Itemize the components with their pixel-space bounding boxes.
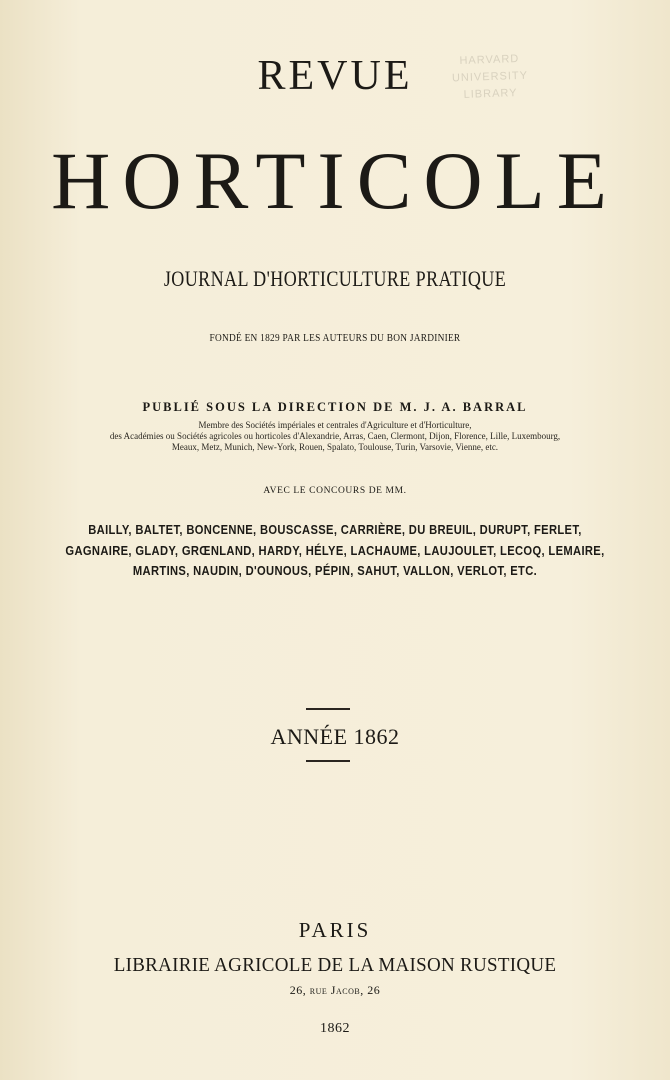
publication-year: 1862 [320, 1021, 350, 1036]
stamp-line: HARVARD [459, 52, 520, 68]
direction-line: PUBLIÉ SOUS LA DIRECTION DE M. J. A. BARRAL [142, 400, 528, 414]
journal-subtitle: JOURNAL D'HORTICULTURE PRATIQUE [163, 266, 507, 291]
contributors-intro: AVEC LE CONCOURS DE MM. [263, 486, 407, 496]
title-revue: REVUE [257, 53, 413, 99]
divider-top [306, 708, 350, 710]
address-suffix: , 26 [360, 983, 381, 997]
address-line [0, 983, 670, 998]
contributors-line: BAILLY, BALTET, BONCENNE, BOUSCASSE, CARRIÈRE, DU BREUIL, DURUPT, FERLET, [88, 522, 582, 537]
contributors-line: GAGNAIRE, GLADY, GRŒNLAND, HARDY, HÉLYE, LACHAUME, LAUJOULET, LECOQ, LEMAIRE, [65, 543, 605, 558]
member-line: Meaux, Metz, Munich, New-York, Rouen, Spalato, Toulouse, Turin, Varsovie, Vienne, etc. [171, 442, 499, 452]
title-horticole: HORTICOLE [51, 135, 619, 226]
divider-bottom [306, 760, 350, 762]
address-street: rue Jacob [309, 983, 361, 997]
member-line: des Académies ou Sociétés agricoles ou horticoles d'Alexandrie, Arras, Caen, Clermont, Dijon, Florence, Lille, Luxembourg, [109, 431, 561, 441]
stamp-line: LIBRARY [463, 87, 518, 101]
member-line: Membre des Sociétés impériales et centrales d'Agriculture et d'Horticulture, [198, 420, 472, 430]
address-number: 26, [289, 983, 307, 997]
city-line: PARIS [298, 918, 372, 942]
stamp-line: UNIVERSITY [451, 69, 529, 85]
year-heading: ANNÉE 1862 [270, 724, 400, 749]
contributors-line: MARTINS, NAUDIN, D'OUNOUS, PÉPIN, SAHUT, VALLON, VERLOT, ETC. [132, 563, 538, 578]
publisher-line: LIBRAIRIE AGRICOLE DE LA MAISON RUSTIQUE [113, 954, 557, 976]
founded-line: FONDÉ EN 1829 PAR LES AUTEURS DU BON JARDINIER [209, 332, 461, 344]
